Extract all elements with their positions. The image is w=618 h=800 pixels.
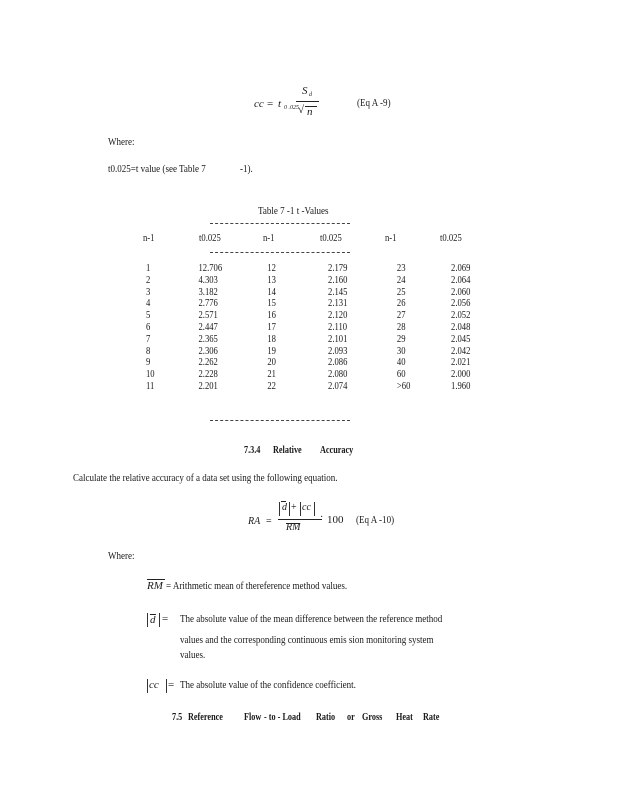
table-cell: 24 xyxy=(396,274,406,286)
table-cell: >60 xyxy=(396,380,411,392)
table-cell: 12 xyxy=(267,263,276,274)
eq-a10-rm-overbar xyxy=(286,523,300,524)
table-cell: 2 xyxy=(146,274,151,286)
table-cell: 19 xyxy=(267,345,276,357)
eq-a9-label: (Eq A -9) xyxy=(357,97,391,109)
eq-a9-lhs: cc xyxy=(254,98,264,110)
table-cell: 3.182 xyxy=(198,286,218,298)
d-definition-line: values. xyxy=(180,649,206,661)
eq-a10-equals: = xyxy=(266,516,272,527)
table-cell: 2.145 xyxy=(328,286,348,298)
table-cell: 2.074 xyxy=(328,380,348,392)
eq-a9-equals: = xyxy=(267,98,274,110)
cc-equals: = xyxy=(168,679,175,691)
table-cell: 2.093 xyxy=(328,345,348,357)
eq-a9-t-subscript: 0 .025 xyxy=(284,105,299,111)
table-cell: 17 xyxy=(267,321,276,333)
table-cell: 4 xyxy=(146,298,151,310)
table-cell: 2.110 xyxy=(328,321,348,333)
t-value-definition: t0.025=t value (see Table 7 xyxy=(108,163,206,175)
section-title-word: Reference xyxy=(188,712,223,723)
eq-a10-denominator: RM xyxy=(286,522,301,533)
d-definition-line: values and the corresponding continuous emis sion monitoring system xyxy=(180,634,434,646)
eq-a10-fraction-bar xyxy=(278,519,322,520)
table-row xyxy=(146,346,500,358)
table-cell: 5 xyxy=(146,310,151,322)
eq-a10-lhs: RA xyxy=(248,516,261,527)
table-header-rule xyxy=(210,252,350,253)
section-title-word: Accuracy xyxy=(320,445,354,456)
eq-a10-times: · xyxy=(320,512,324,523)
table-cell: 2.160 xyxy=(328,274,348,286)
section-number: 7.5 xyxy=(172,712,183,723)
table-cell: 1 xyxy=(146,263,151,274)
table-cell: 30 xyxy=(396,345,406,357)
section-title-word: Rate xyxy=(423,712,440,723)
table-cell: 2.131 xyxy=(328,298,348,310)
table-row xyxy=(146,322,500,334)
section-title-word: - to - Load xyxy=(264,712,301,723)
table-cell: 8 xyxy=(146,345,151,357)
table-row xyxy=(146,357,500,369)
eq-a10-label: (Eq A -10) xyxy=(356,514,395,526)
t-values-grid xyxy=(146,263,500,393)
table-cell: 2.086 xyxy=(328,357,348,369)
eq-a10-d-bar xyxy=(281,501,286,502)
table-row xyxy=(146,275,500,287)
table-cell: 26 xyxy=(396,298,406,310)
rm-definition: = Arithmetic mean of thereference method values. xyxy=(166,580,348,592)
table-cell: 2.306 xyxy=(198,345,218,357)
d-equals: = xyxy=(162,613,169,625)
column-header: n-1 xyxy=(143,233,155,244)
column-header: t0.025 xyxy=(320,233,342,244)
table-row xyxy=(146,298,500,310)
table-cell: 11 xyxy=(146,380,155,392)
table-cell: 20 xyxy=(267,357,276,369)
section-title-word: Ratio xyxy=(316,712,336,723)
table-cell: 2.080 xyxy=(328,369,348,381)
column-header: n-1 xyxy=(385,233,397,244)
eq-a9-denominator: n xyxy=(307,106,313,118)
table-row xyxy=(146,369,500,381)
table-cell: 2.045 xyxy=(451,333,471,345)
column-header: t0.025 xyxy=(440,233,462,244)
table-row xyxy=(146,263,500,275)
table-cell: 28 xyxy=(396,321,406,333)
rm-symbol: RM xyxy=(147,580,163,592)
eq-a9-numerator: S xyxy=(302,85,308,97)
table-cell: 23 xyxy=(396,263,406,274)
where-label: Where: xyxy=(108,136,135,148)
section-title-word: Flow xyxy=(244,712,262,723)
table-cell: 2.228 xyxy=(198,369,218,381)
t-value-definition-ref: -1). xyxy=(240,163,253,175)
table-cell: 2.776 xyxy=(198,298,218,310)
table-cell: 15 xyxy=(267,298,276,310)
eq-a10-hundred: 100 xyxy=(327,514,344,526)
table-cell: 21 xyxy=(267,369,276,381)
section-title-word: Heat xyxy=(396,712,413,723)
section-title-word: Gross xyxy=(362,712,383,723)
table-cell: 13 xyxy=(267,274,276,286)
section-number: 7.3.4 xyxy=(244,445,261,456)
table-title-rule xyxy=(210,223,350,224)
table-cell: 27 xyxy=(396,310,406,322)
table-cell: 12.706 xyxy=(198,263,223,274)
table-cell: 16 xyxy=(267,310,276,322)
table-row xyxy=(146,287,500,299)
eq-a9-fraction-bar xyxy=(296,101,319,102)
table-cell: 2.571 xyxy=(198,310,218,322)
table-cell: 2.056 xyxy=(451,298,471,310)
table-cell: 22 xyxy=(267,380,276,392)
table-cell: 14 xyxy=(267,286,276,298)
table-row xyxy=(146,381,500,393)
section-title-word: or xyxy=(347,712,355,723)
column-header: t0.025 xyxy=(199,233,221,244)
table-cell: 29 xyxy=(396,333,406,345)
table-title: Table 7 -1 t -Values xyxy=(258,205,329,217)
table-cell: 2.179 xyxy=(328,263,348,274)
table-cell: 60 xyxy=(396,369,406,381)
eq-a10-cc: cc xyxy=(302,502,311,513)
table-cell: 2.365 xyxy=(198,333,218,345)
eq-a9-radical: √ xyxy=(298,104,305,116)
column-header: n-1 xyxy=(263,233,275,244)
table-cell: 2.101 xyxy=(328,333,348,345)
body-paragraph: Calculate the relative accuracy of a data set using the following equation. xyxy=(73,472,338,484)
d-symbol: d xyxy=(150,614,156,626)
table-cell: 2.262 xyxy=(198,357,218,369)
table-cell: 9 xyxy=(146,357,151,369)
table-cell: 7 xyxy=(146,333,151,345)
table-cell: 2.048 xyxy=(451,321,471,333)
cc-symbol: cc xyxy=(149,679,159,691)
table-cell: 3 xyxy=(146,286,151,298)
table-cell: 18 xyxy=(267,333,276,345)
table-cell: 2.201 xyxy=(198,380,218,392)
table-bottom-rule xyxy=(210,420,350,421)
table-cell: 2.060 xyxy=(451,286,471,298)
table-cell: 2.000 xyxy=(451,369,471,381)
table-cell: 2.120 xyxy=(328,310,348,322)
eq-a9-numerator-subscript: d xyxy=(309,92,312,98)
where-label: Where: xyxy=(108,550,135,562)
section-title-word: Relative xyxy=(273,445,302,456)
table-row xyxy=(146,310,500,322)
table-cell: 2.447 xyxy=(198,321,218,333)
table-cell: 25 xyxy=(396,286,406,298)
table-cell: 2.069 xyxy=(451,263,471,274)
table-cell: 2.064 xyxy=(451,274,471,286)
table-cell: 6 xyxy=(146,321,151,333)
table-cell: 2.042 xyxy=(451,345,471,357)
eq-a9-t: t xyxy=(278,98,282,110)
table-cell: 4.303 xyxy=(198,274,218,286)
eq-a10-d: d xyxy=(282,502,287,513)
table-cell: 10 xyxy=(146,369,155,381)
table-cell: 1.960 xyxy=(451,380,471,392)
d-definition-line: The absolute value of the mean difference between the reference method xyxy=(180,613,443,625)
table-cell: 2.021 xyxy=(451,357,471,369)
eq-a10-plus: + xyxy=(291,502,297,513)
table-row xyxy=(146,334,500,346)
table-cell: 2.052 xyxy=(451,310,471,322)
cc-definition: The absolute value of the confidence coefficient. xyxy=(180,679,356,691)
table-cell: 40 xyxy=(396,357,406,369)
